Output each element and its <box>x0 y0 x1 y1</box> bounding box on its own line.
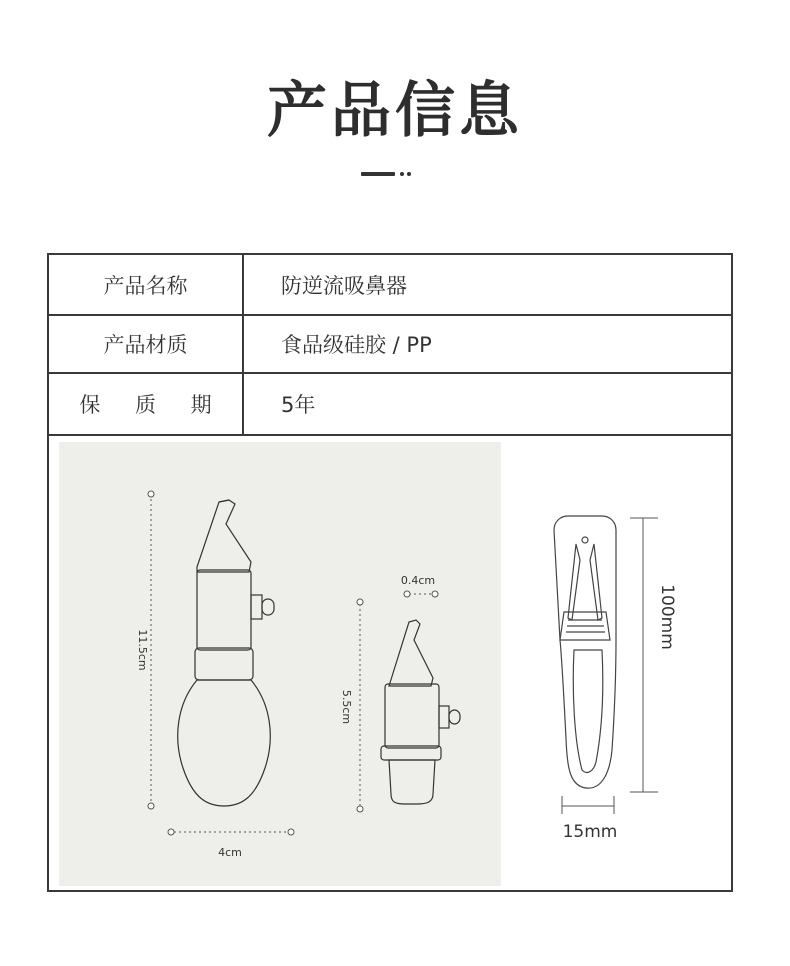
row-label-text: 保 质 期 <box>79 393 226 417</box>
table-row-shelf-life <box>49 374 731 436</box>
row-label <box>49 374 244 434</box>
row-value: 5年 <box>281 393 316 417</box>
large-width-label: 4cm <box>218 846 242 859</box>
large-height-label: 11.5cm <box>136 629 149 671</box>
aspirator-diagram-panel <box>59 442 501 886</box>
aspirator-diagram <box>59 442 501 886</box>
table-row-name <box>49 255 731 316</box>
tweezers-diagram <box>490 500 690 860</box>
page-title: 产品信息 <box>267 76 523 146</box>
large-aspirator-drawing <box>178 500 274 806</box>
tweezers-height-label: 100mm <box>657 584 677 650</box>
title-decoration <box>361 170 421 178</box>
row-value: 食品级硅胶 / PP <box>281 333 432 357</box>
tweezers-width-label: 15mm <box>562 822 618 842</box>
small-tip-label: 0.4cm <box>400 574 436 587</box>
small-height-label: 5.5cm <box>340 689 353 725</box>
row-label: 产品名称 <box>49 255 244 314</box>
row-value: 防逆流吸鼻器 <box>281 273 407 298</box>
small-aspirator-drawing <box>381 620 460 804</box>
table-row-material <box>49 316 731 374</box>
row-label: 产品材质 <box>49 316 244 372</box>
tweezers-drawing <box>554 516 616 788</box>
